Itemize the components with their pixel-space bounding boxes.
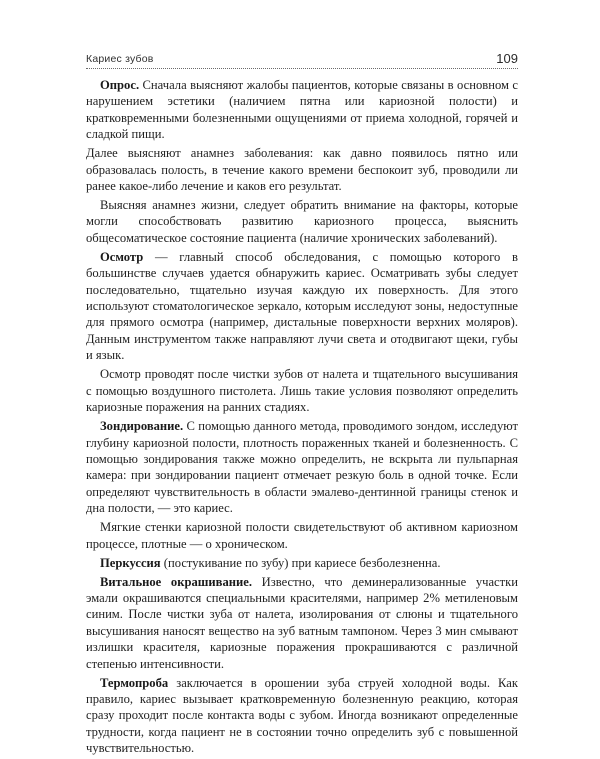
paragraph-thermal-test: [86, 675, 518, 757]
paragraph-text: — главный способ обследования, с помощью которого в большинстве случаев удается обнаружить кариес. Осматривать зубы следует последовательно, тщательно изучая каждую их поверхность. Для этого используют стоматологическое зеркало, которым исследуют зоны, недоступные для прямого осмотра (например, дистальные поверхности верхних моляров). Данным инструментом также направляют лучи света и отодвигают щеки, губы и язык.: [86, 249, 518, 363]
term-probing: Зондирование.: [100, 419, 184, 434]
paragraph-cavity-walls: [86, 519, 518, 552]
paragraph-text: Сначала выясняют жалобы пациентов, которые связаны в основном с нарушением эстетики (наличием пятна или кариозной полости) и кратковременными болезненными ощущениями от приема холодной, горячей и сладкой пищи.: [86, 78, 518, 142]
paragraph-vital-staining: [86, 574, 518, 672]
paragraph-text: заключается в орошении зуба струей холодной воды. Как правило, кариес вызывает кратковременную болезненную реакцию, которая сразу проходит после контакта воды с зубом. Иногда возникают определенные трудности, когда пациент не в состоянии точно определить зуб с повышенной чувствительностью.: [86, 675, 518, 756]
paragraph-life-history: [86, 197, 518, 246]
paragraph-probing: [86, 418, 518, 516]
page-body: [86, 77, 518, 759]
term-examination: Осмотр: [100, 249, 144, 264]
paragraph-percussion: [86, 555, 518, 571]
paragraph-survey: [86, 77, 518, 143]
page-header: [86, 46, 518, 69]
paragraph-text: С помощью данного метода, проводимого зондом, исследуют глубину кариозной полости, плотность пораженных тканей и болезненность. С помощью зондирования также можно определить, не вскрыта ли пульпарная камера: при зондировании пациент отмечает резкую боль в одной точке. Если определяют чувствительность в области эмалево-дентинной границы стенок и дна полости, — это кариес.: [86, 419, 518, 516]
paragraph-text: Известно, что деминерализованные участки эмали окрашиваются специальными красителями, например 2% метиленовым синим. После чистки зуба от налета, изолирования от слюны и тщательного высушивания наносят вещество на зуб ватным тампоном. Через 3 мин смывают излишки красителя, кариозные поражения прокрашиваются с различной степенью интенсивности.: [86, 574, 519, 671]
paragraph-text: Далее выясняют анамнез заболевания: как давно появилось пятно или образовалась полость, в течение какого времени беспокоит зуб, проводили ли ранее какое-либо лечение и каков его результат.: [86, 146, 518, 194]
paragraph-text: Мягкие стенки кариозной полости свидетельствуют об активном кариозном процессе, плотные — о хроническом.: [86, 520, 518, 551]
paragraph-examination: [86, 249, 518, 364]
paragraph-examination-conditions: [86, 366, 518, 415]
term-percussion: Перкуссия: [100, 555, 161, 570]
running-title: Кариес зубов: [86, 53, 154, 65]
term-vital-staining: Витальное окрашивание.: [100, 574, 253, 589]
paragraph-text: (постукивание по зубу) при кариесе безболезненна.: [160, 555, 441, 570]
paragraph-text: Осмотр проводят после чистки зубов от налета и тщательного высушивания с помощью воздушного пистолета. Лишь такие условия позволяют определить кариозные поражения на ранних стадиях.: [86, 367, 518, 415]
page-number: 109: [496, 51, 518, 66]
paragraph-disease-history: [86, 145, 518, 194]
term-survey: Опрос.: [100, 78, 140, 92]
term-thermal-test: Термопроба: [100, 675, 169, 690]
paragraph-text: Выясняя анамнез жизни, следует обратить внимание на факторы, которые могли способствовать развитию кариозного процесса, выяснить общесоматическое состояние пациента (наличие хронических заболеваний).: [86, 198, 518, 245]
